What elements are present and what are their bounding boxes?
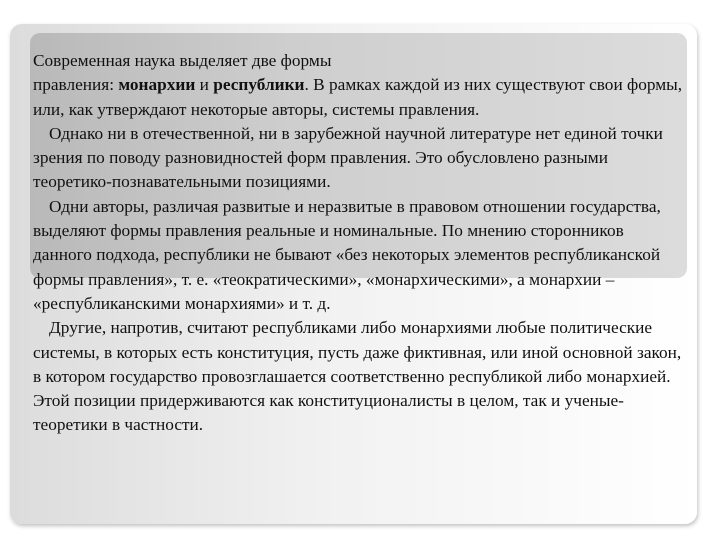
- paragraph-1: [33, 49, 683, 122]
- term-republic: республики: [213, 75, 305, 95]
- term-monarchy: монархии: [118, 75, 196, 95]
- paragraph-1-rest: . В рамках каждой из них существуют свои формы, или, как утверждают некоторые авторы, системы правления.: [33, 75, 683, 119]
- paragraph-4: Другие, напротив, считают республиками либо монархиями любые политические системы, в которых есть конституция, пусть даже фиктивная, или иной основной закон, в котором государство провозглашается соответственно республикой либо монархией. Этой позиции придерживаются как конституционалисты в целом, так и ученые-теоретики в частности.: [33, 318, 682, 435]
- paragraph-1-line-1: Современная наука выделяет две формы: [33, 51, 332, 70]
- slide-text-body: [33, 49, 683, 438]
- paragraph-2: Однако ни в отечественной, ни в зарубежной научной литературе нет единой точки зрения по поводу разновидностей форм правления. Это обусловлено разными теоретико-познавательными позициями.: [33, 123, 663, 192]
- paragraph-3: Одни авторы, различая развитые и неразвитые в правовом отношении государства, выделяют формы правления реальные и номинальные. По мнению сторонников данного подхода, республики не бывают «без некоторых элементов республиканской формы правления», т. е. «теократическими», «монархическими», а монархии – «республиканскими монархиями» и т. д.: [33, 196, 661, 313]
- paragraph-1-lead: правления:: [33, 75, 119, 95]
- paragraph-1-conjunction: и: [195, 75, 214, 95]
